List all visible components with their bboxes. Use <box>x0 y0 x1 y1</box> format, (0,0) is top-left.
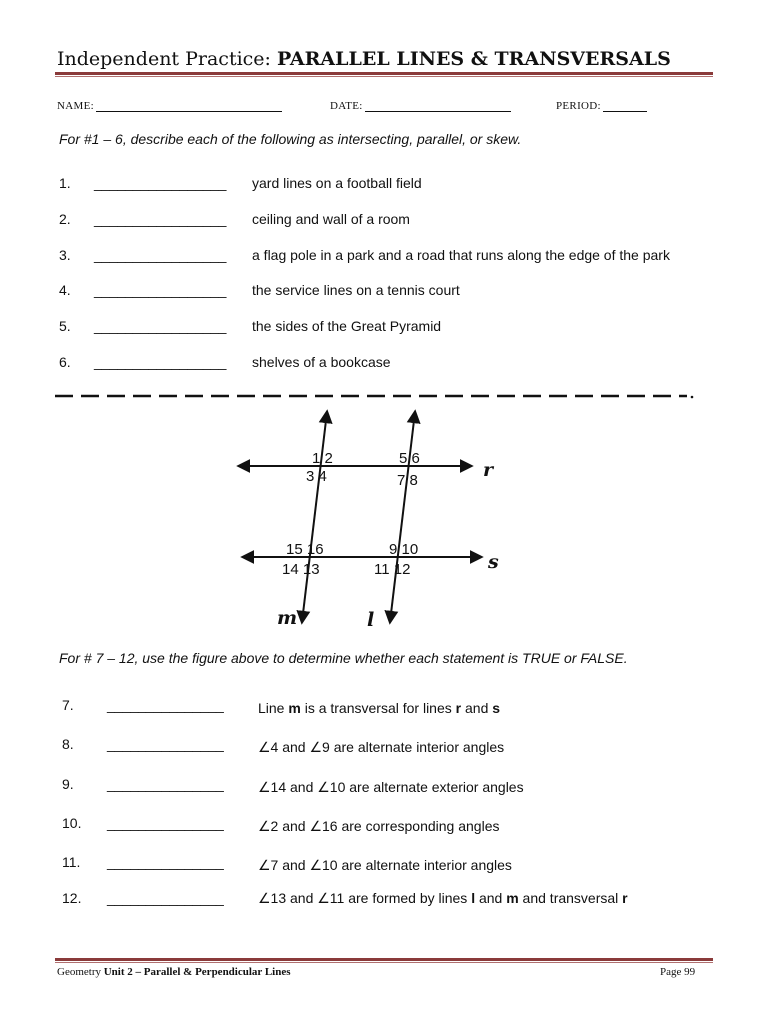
answer-blank[interactable]: _________________ <box>94 354 227 370</box>
answer-blank[interactable]: _________________ <box>94 175 227 191</box>
period-field[interactable] <box>556 100 647 112</box>
statement-fragment: and transversal <box>518 890 623 906</box>
statement-fragment: and <box>461 700 493 716</box>
statement-number: 10. <box>62 815 82 831</box>
line-name: l <box>471 890 476 906</box>
date-field[interactable] <box>330 100 511 112</box>
true-false-blank[interactable]: _______________ <box>107 815 224 831</box>
statement-fragment: ∠7 and ∠10 are alternate interior angles <box>258 857 512 873</box>
date-label: DATE: <box>330 100 363 112</box>
statement-text <box>258 857 512 874</box>
statement-fragment: ∠14 and ∠10 are alternate exterior angles <box>258 779 524 795</box>
angle-label-14-13: 14 13 <box>282 561 320 578</box>
line-l <box>390 412 415 622</box>
statement-text <box>258 890 628 907</box>
line-r-label: r <box>483 459 494 481</box>
true-false-blank[interactable]: _______________ <box>107 776 224 792</box>
period-line[interactable] <box>603 100 647 112</box>
answer-blank[interactable]: _________________ <box>94 247 227 263</box>
statement-fragment: Line <box>258 700 289 716</box>
line-name: m <box>506 890 519 906</box>
statement-fragment: ∠4 and ∠9 are alternate interior angles <box>258 739 505 755</box>
page-title <box>57 48 671 70</box>
instructions-part1: For #1 – 6, describe each of the following as intersecting, parallel, or skew. <box>59 131 522 147</box>
angle-label-9-10: 9 10 <box>389 541 419 558</box>
true-false-blank[interactable]: _______________ <box>107 854 224 870</box>
question-number: 3. <box>59 247 71 263</box>
footer-page-number: Page 99 <box>660 966 696 978</box>
statement-fragment: is a transversal for lines <box>300 700 456 716</box>
angle-label-15-16: 15 16 <box>286 541 324 558</box>
line-m <box>302 412 327 622</box>
line-name: m <box>288 700 301 716</box>
statement-number: 12. <box>62 890 82 906</box>
date-line[interactable] <box>365 100 511 112</box>
statement-text <box>258 700 500 716</box>
line-name: r <box>455 700 462 716</box>
question-number: 4. <box>59 282 71 298</box>
footer-rule-thin <box>55 962 713 963</box>
statement-fragment: ∠2 and ∠16 are corresponding angles <box>258 818 500 834</box>
statement-number: 8. <box>62 736 74 752</box>
question-number: 2. <box>59 211 71 227</box>
statement-text <box>258 818 499 835</box>
true-false-blank[interactable]: _______________ <box>107 736 224 752</box>
answer-blank[interactable]: _________________ <box>94 282 227 298</box>
instructions-part2: For # 7 – 12, use the figure above to determine whether each statement is TRUE or FALSE. <box>59 650 628 666</box>
statement-number: 7. <box>62 697 74 713</box>
answer-blank[interactable]: _________________ <box>94 211 227 227</box>
statement-text <box>258 739 504 756</box>
question-text: yard lines on a football field <box>252 175 422 191</box>
line-l-label: l <box>367 609 375 631</box>
statement-number: 11. <box>62 854 81 870</box>
name-field[interactable] <box>57 100 282 112</box>
title-rule-thick <box>55 72 713 75</box>
footer-prefix: Geometry <box>57 966 104 978</box>
period-label: PERIOD: <box>556 100 601 112</box>
question-text: the sides of the Great Pyramid <box>252 318 442 334</box>
statement-number: 9. <box>62 776 74 792</box>
question-text: a flag pole in a park and a road that runs along the edge of the park <box>252 247 670 263</box>
line-name: r <box>622 890 628 906</box>
angle-label-5-6: 5 6 <box>399 450 420 467</box>
line-s-label: s <box>488 551 499 573</box>
true-false-blank[interactable]: _______________ <box>107 697 224 713</box>
footer-course <box>57 966 291 978</box>
footer-unit: Unit 2 – Parallel & Perpendicular Lines <box>103 966 291 978</box>
answer-blank[interactable]: _________________ <box>94 318 227 334</box>
line-name: s <box>492 700 501 716</box>
name-line[interactable] <box>96 100 282 112</box>
title-prefix: Independent Practice: <box>57 48 277 70</box>
statement-text <box>258 779 524 796</box>
name-label: NAME: <box>57 100 94 112</box>
question-number: 1. <box>59 175 71 191</box>
statement-fragment: ∠13 and ∠11 are formed by lines <box>258 890 472 906</box>
question-number: 5. <box>59 318 71 334</box>
footer-rule-thick <box>55 958 713 961</box>
statement-fragment: and <box>475 890 507 906</box>
question-number: 6. <box>59 354 71 370</box>
question-text: shelves of a bookcase <box>252 354 391 370</box>
transversal-figure <box>225 400 525 640</box>
angle-label-1-2: 1 2 <box>312 450 333 467</box>
title-bold: PARALLEL LINES & TRANSVERSALS <box>276 48 671 70</box>
angle-label-7-8: 7 8 <box>397 472 418 489</box>
true-false-blank[interactable]: _______________ <box>107 890 224 906</box>
question-text: ceiling and wall of a room <box>252 211 410 227</box>
title-rule-thin <box>55 76 713 77</box>
angle-label-3-4: 3 4 <box>306 468 327 485</box>
line-m-label: m <box>277 607 298 629</box>
angle-label-11-12: 11 12 <box>374 561 411 578</box>
question-text: the service lines on a tennis court <box>252 282 460 298</box>
